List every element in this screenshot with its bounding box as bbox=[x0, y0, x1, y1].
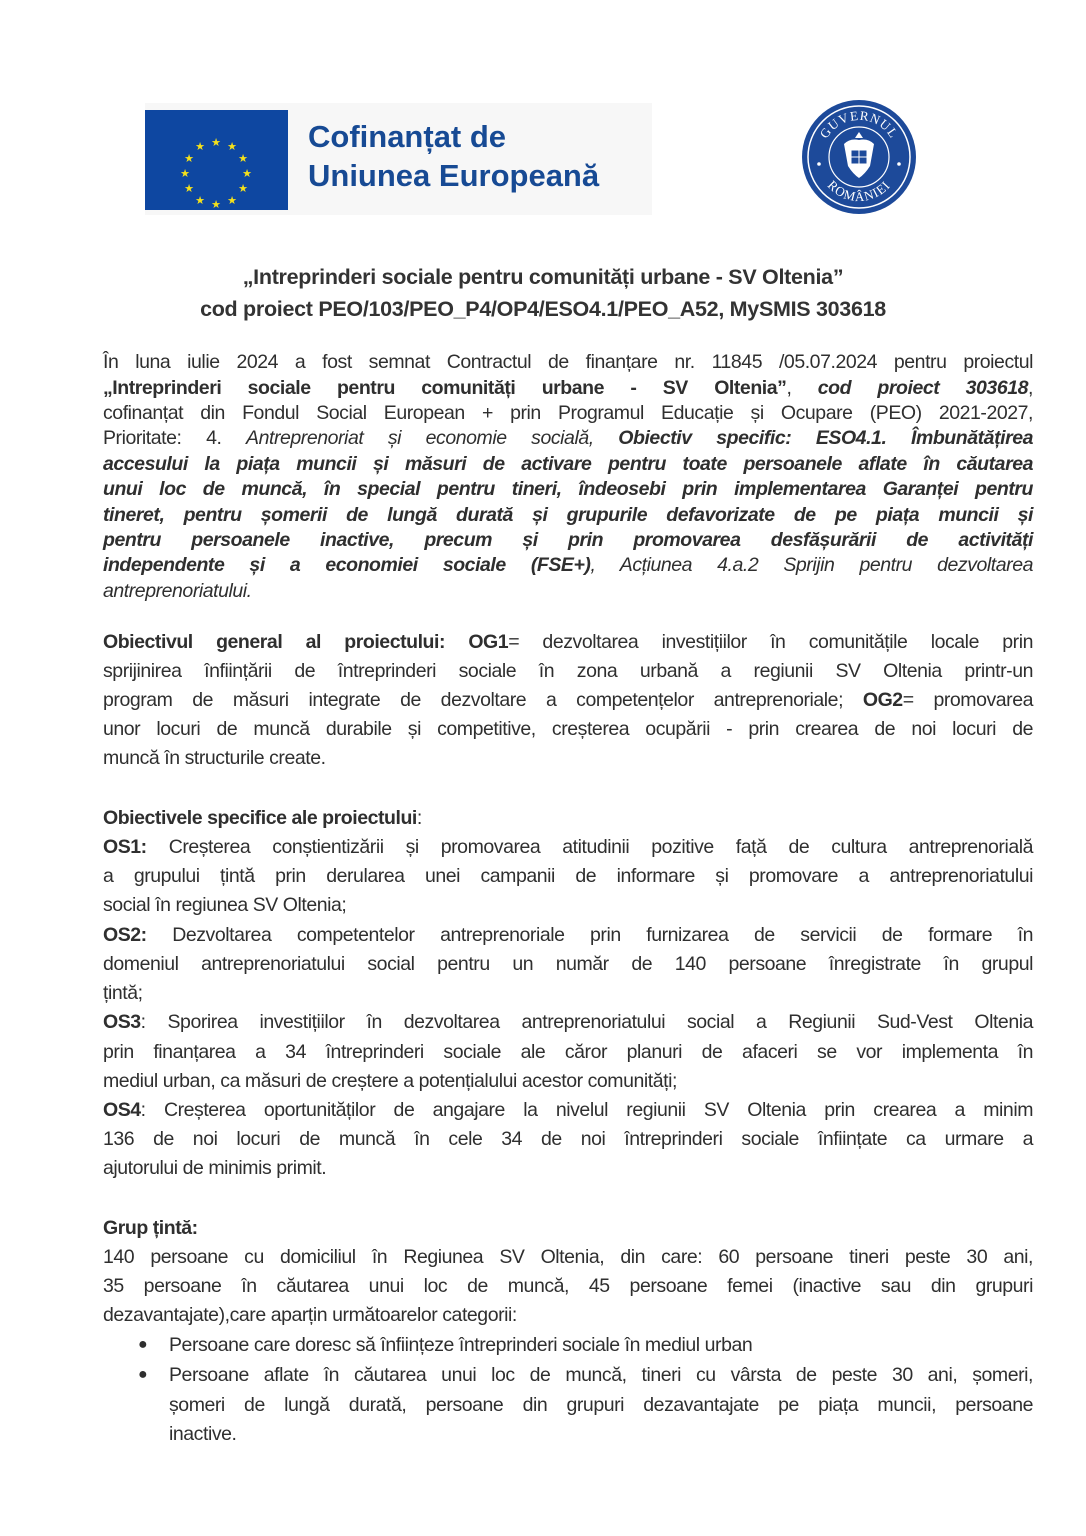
target-group-line: 140 persoane cu domiciliul în Regiunea SV Oltenia, din care: 60 persoane tineri peste 30 ani, bbox=[103, 1246, 1033, 1268]
general-objective-line: unor locuri de muncă durabile și competitive, creșterea ocupării - prin crearea de noi locuri de bbox=[103, 718, 1033, 740]
os2-label: OS2: bbox=[103, 924, 147, 946]
svg-text:★: ★ bbox=[180, 167, 190, 180]
os3-label: OS3 bbox=[103, 1011, 141, 1033]
eu-cofinancing-logo bbox=[145, 103, 652, 215]
intro-line: tineret, pentru șomerii de lungă durată și grupurile defavorizate de pe piața muncii și bbox=[103, 504, 1033, 526]
intro-line: În luna iulie 2024 a fost semnat Contractul de finanțare nr. 11845 /05.07.2024 pentru proiectul bbox=[103, 351, 1033, 373]
project-code-inline: cod proiect 303618 bbox=[817, 377, 1029, 399]
list-item-text: Persoane aflate în căutarea unui loc de muncă, tineri cu vârsta de peste 30 ani, șomeri, bbox=[169, 1364, 1033, 1386]
list-item-text: inactive. bbox=[169, 1423, 237, 1445]
os3-line: mediul urban, ca măsuri de creștere a potențialului acestor comunități; bbox=[103, 1070, 677, 1092]
svg-text:★: ★ bbox=[242, 167, 252, 180]
section-heading: Grup țintă: bbox=[103, 1217, 198, 1239]
project-name: „Intreprinderi sociale pentru comunități urbane - SV Oltenia” bbox=[103, 377, 787, 399]
os4-label: OS4 bbox=[103, 1099, 141, 1121]
svg-text:GUVERNUL: GUVERNUL bbox=[816, 107, 902, 142]
os4-line: 136 de noi locuri de muncă în cele 34 de noi întreprinderi sociale înființate ca urmare a bbox=[103, 1128, 1033, 1150]
eu-logo-line1: Cofinanțat de bbox=[308, 119, 507, 154]
os2-line: OS2: Dezvoltarea competentelor antreprenoriale prin furnizarea de servicii de formare în bbox=[103, 924, 1033, 946]
general-objective-line: program de măsuri integrate de dezvoltare a competențelor antreprenoriale; OG2= promovarea bbox=[103, 689, 1033, 711]
general-objective-line: muncă în structurile create. bbox=[103, 747, 326, 769]
target-group-line: dezavantajate),care aparțin următoarelor categorii: bbox=[103, 1304, 517, 1326]
eu-logo-text bbox=[308, 117, 599, 195]
intro-line: antreprenoriatului. bbox=[103, 580, 252, 602]
os4-line: OS4: Creșterea oportunităților de angajare la nivelul regiunii SV Oltenia prin crearea a minim bbox=[103, 1099, 1033, 1121]
og1-label: OG1 bbox=[468, 631, 509, 653]
project-title: „Intreprinderi sociale pentru comunități urbane - SV Oltenia” bbox=[242, 265, 844, 289]
os2-line: țintă; bbox=[103, 982, 143, 1004]
svg-text:★: ★ bbox=[211, 136, 221, 149]
bullet-icon: ● bbox=[138, 1336, 148, 1353]
os3-line: OS3: Sporirea investițiilor în dezvoltarea antreprenoriatului social a Regiunii Sud-Vest Oltenia bbox=[103, 1011, 1033, 1033]
os1-label: OS1: bbox=[103, 836, 147, 858]
list-item-text: Persoane care doresc să înființeze întreprinderi sociale în mediul urban bbox=[169, 1334, 753, 1356]
general-objective-line: sprijinirea înființării de întreprinderi sociale în zona urbană a regiunii SV Oltenia printr-un bbox=[103, 660, 1033, 682]
eu-flag-icon bbox=[145, 110, 288, 210]
intro-line: unui loc de muncă, în special pentru tineri, îndeosebi prin implementarea Garanței pentru bbox=[103, 478, 1033, 500]
os1-line: social în regiunea SV Oltenia; bbox=[103, 894, 347, 916]
eu-logo-line2: Uniunea Europeană bbox=[308, 158, 600, 193]
intro-line: pentru persoanele inactive, precum și prin promovarea desfășurării de activități bbox=[103, 529, 1033, 551]
intro-line: accesului la piața muncii și măsuri de activare pentru toate persoanele aflate în căutarea bbox=[103, 453, 1033, 475]
svg-text:★: ★ bbox=[184, 182, 194, 195]
general-objective-label: Obiectivul general al proiectului: bbox=[103, 631, 469, 653]
svg-text:★: ★ bbox=[184, 152, 194, 165]
os3-line: prin finanțarea a 34 întreprinderi sociale ale căror planuri de afaceri se vor implementa în bbox=[103, 1041, 1033, 1063]
romanian-government-seal-icon bbox=[800, 98, 918, 216]
og2-label: OG2 bbox=[862, 689, 903, 711]
svg-text:★: ★ bbox=[195, 140, 205, 153]
intro-line: Prioritate: 4. Antreprenoriat și economie socială, Obiectiv specific: ESO4.1. Îmbunătățirea bbox=[103, 427, 1034, 449]
intro-line: independente și a economiei sociale (FSE+), Acțiunea 4.a.2 Sprijin pentru dezvoltarea bbox=[103, 554, 1033, 576]
svg-text:ROMÂNIEI: ROMÂNIEI bbox=[824, 177, 894, 205]
intro-line: cofinanțat din Fondul Social European + prin Programul Educație și Ocupare (PEO) 2021-2027, bbox=[103, 402, 1033, 424]
svg-text:★: ★ bbox=[238, 182, 248, 195]
project-code: cod proiect PEO/103/PEO_P4/OP4/ESO4.1/PEO_A52, MySMIS 303618 bbox=[200, 297, 886, 321]
section-heading: Obiectivele specifice ale proiectului: bbox=[103, 807, 422, 829]
os4-line: ajutorului de minimis primit. bbox=[103, 1157, 327, 1179]
svg-text:★: ★ bbox=[195, 194, 205, 207]
os2-line: domeniul antreprenoriatului social pentru un număr de 140 persoane înregistrate în grupul bbox=[103, 953, 1033, 975]
specific-objective-label: Obiectiv specific: ESO4.1. Îmbunătățirea bbox=[593, 427, 1034, 449]
svg-text:★: ★ bbox=[238, 152, 248, 165]
intro-line: „Intreprinderi sociale pentru comunități urbane - SV Oltenia”, cod proiect 303618, bbox=[103, 377, 1033, 399]
svg-text:★: ★ bbox=[227, 140, 237, 153]
target-group-line: 35 persoane în căutarea unui loc de muncă, 45 persoane femei (inactive sau din grupuri bbox=[103, 1275, 1033, 1297]
os1-line: a grupului țintă prin derularea unei campanii de informare și promovare a antreprenoriatului bbox=[103, 865, 1033, 887]
bullet-icon: ● bbox=[138, 1366, 148, 1383]
list-item-text: șomeri de lungă durată, persoane din grupuri dezavantajate pe piața muncii, persoane bbox=[169, 1394, 1033, 1416]
general-objective-line: Obiectivul general al proiectului: OG1= dezvoltarea investițiilor în comunitățile locale prin bbox=[103, 631, 1033, 653]
os1-line: OS1: Creșterea conștientizării și promovarea atitudinii pozitive față de cultura antreprenorială bbox=[103, 836, 1033, 858]
svg-text:★: ★ bbox=[227, 194, 237, 207]
svg-text:★: ★ bbox=[211, 198, 221, 210]
